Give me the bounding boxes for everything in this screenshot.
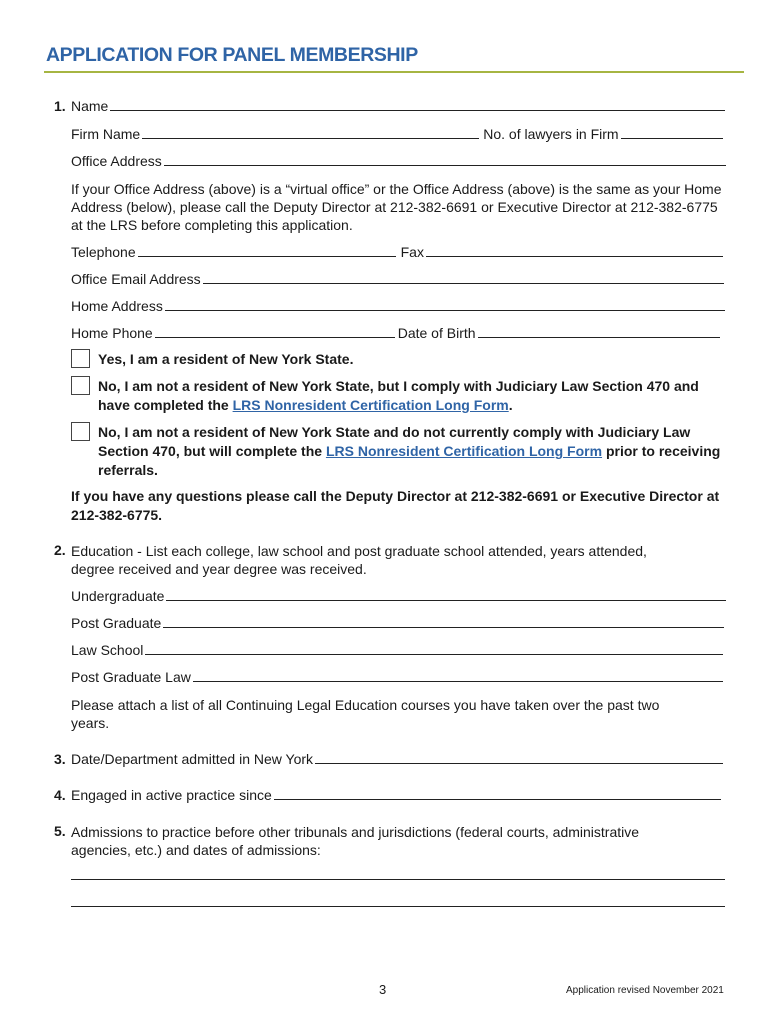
law-school-label: Law School [71, 642, 144, 658]
lawyers-count-field[interactable] [621, 138, 723, 139]
home-address-row [71, 298, 725, 314]
postgrad-law-row [71, 669, 723, 685]
name-field[interactable] [110, 110, 725, 111]
questions-note: If you have any questions please call the Deputy Director at 212-382-6691 or Executive Director at 212-382-6775. [71, 488, 720, 523]
postgrad-law-label: Post Graduate Law [71, 669, 191, 685]
q3-number: 3. [54, 751, 66, 767]
nonresident-will-comply-text-pre: No, I am not a resident of New York State and do not currently comply with Judiciary Law Section 470, but will complete the [98, 424, 691, 459]
office-address-field[interactable] [164, 165, 726, 166]
postgrad-label: Post Graduate [71, 615, 162, 631]
undergrad-row [71, 588, 726, 604]
nonresident-will-comply-text-post: prior to receiving referrals. [98, 443, 721, 478]
nonresident-will-comply-checkbox[interactable] [71, 422, 90, 441]
postgrad-field[interactable] [163, 627, 724, 628]
home-phone-field[interactable] [155, 337, 395, 338]
resident-yes-text: Yes, I am a resident of New York State. [98, 351, 354, 367]
firm-name-label: Firm Name [71, 126, 141, 142]
telephone-label: Telephone [71, 244, 136, 260]
undergrad-field[interactable] [166, 600, 726, 601]
admitted-label: Date/Department admitted in New York [71, 751, 314, 767]
nonresident-compliant-text-post: . [508, 397, 513, 413]
admissions-label: Admissions to practice before other tribunals and jurisdictions (federal courts, administrative agencies, etc.) and dates of admissions: [71, 824, 640, 858]
home-address-label: Home Address [71, 298, 163, 314]
fax-label: Fax [400, 244, 424, 260]
office-email-label: Office Email Address [71, 271, 201, 287]
office-address-label: Office Address [71, 153, 162, 169]
nonresident-compliant-checkbox[interactable] [71, 376, 90, 395]
admissions-field-line-1[interactable] [71, 879, 725, 880]
practice-since-field[interactable] [274, 799, 721, 800]
q2-number: 2. [54, 542, 66, 558]
nonresident-form-link-1[interactable]: LRS Nonresident Certification Long Form [232, 397, 509, 413]
telephone-field[interactable] [138, 256, 396, 257]
nonresident-will-comply-text [98, 423, 736, 480]
nonresident-compliant-text-pre: No, I am not a resident of New York State, but I comply with Judiciary Law Section 470 and have completed the [98, 378, 699, 413]
admissions-field-line-2[interactable] [71, 906, 725, 907]
page-number: 3 [379, 982, 387, 997]
email-row [71, 271, 724, 287]
admitted-field[interactable] [315, 763, 723, 764]
resident-yes-checkbox[interactable] [71, 349, 90, 368]
telephone-row [71, 244, 723, 260]
home-phone-label: Home Phone [71, 325, 153, 341]
firm-name-field[interactable] [142, 138, 479, 139]
postgrad-row [71, 615, 724, 631]
postgrad-law-field[interactable] [193, 681, 723, 682]
education-intro: Education - List each college, law school and post graduate school attended, years attended, degree received and year degree was received. [71, 543, 647, 577]
practice-since-label: Engaged in active practice since [71, 787, 272, 803]
dob-label: Date of Birth [397, 325, 476, 341]
revision-note: Application revised November 2021 [566, 985, 724, 996]
virtual-office-note: If your Office Address (above) is a “virtual office” or the Office Address (above) is the same as your Home Address (below), please call the Deputy Director at 212-382-6691 or Executive Director at 212-382-6775 at the LRS before completing this application. [71, 181, 722, 233]
practice-row [71, 787, 721, 803]
nonresident-compliant-text [98, 377, 728, 415]
nonresident-form-link-2[interactable]: LRS Nonresident Certification Long Form [325, 443, 603, 459]
law-school-row [71, 642, 723, 658]
cle-note: Please attach a list of all Continuing Legal Education courses you have taken over the past two years. [71, 697, 660, 731]
fax-field[interactable] [426, 256, 723, 257]
name-row [71, 98, 725, 114]
q1-number: 1. [54, 98, 66, 114]
home-phone-row [71, 325, 720, 341]
undergrad-label: Undergraduate [71, 588, 165, 604]
q5-number: 5. [54, 823, 66, 839]
admitted-row [71, 751, 723, 767]
dob-field[interactable] [478, 337, 720, 338]
firm-row [71, 126, 723, 142]
law-school-field[interactable] [145, 654, 723, 655]
office-email-field[interactable] [203, 283, 724, 284]
q4-number: 4. [54, 787, 66, 803]
office-row [71, 153, 726, 169]
lawyers-count-label: No. of lawyers in Firm [483, 126, 619, 142]
name-label: Name [71, 98, 109, 114]
resident-option-no-will-comply [71, 423, 736, 480]
page-title: APPLICATION FOR PANEL MEMBERSHIP [46, 44, 418, 66]
title-rule [44, 71, 744, 73]
resident-option-yes [71, 350, 731, 369]
resident-option-no-compliant [71, 377, 731, 415]
home-address-field[interactable] [165, 310, 725, 311]
